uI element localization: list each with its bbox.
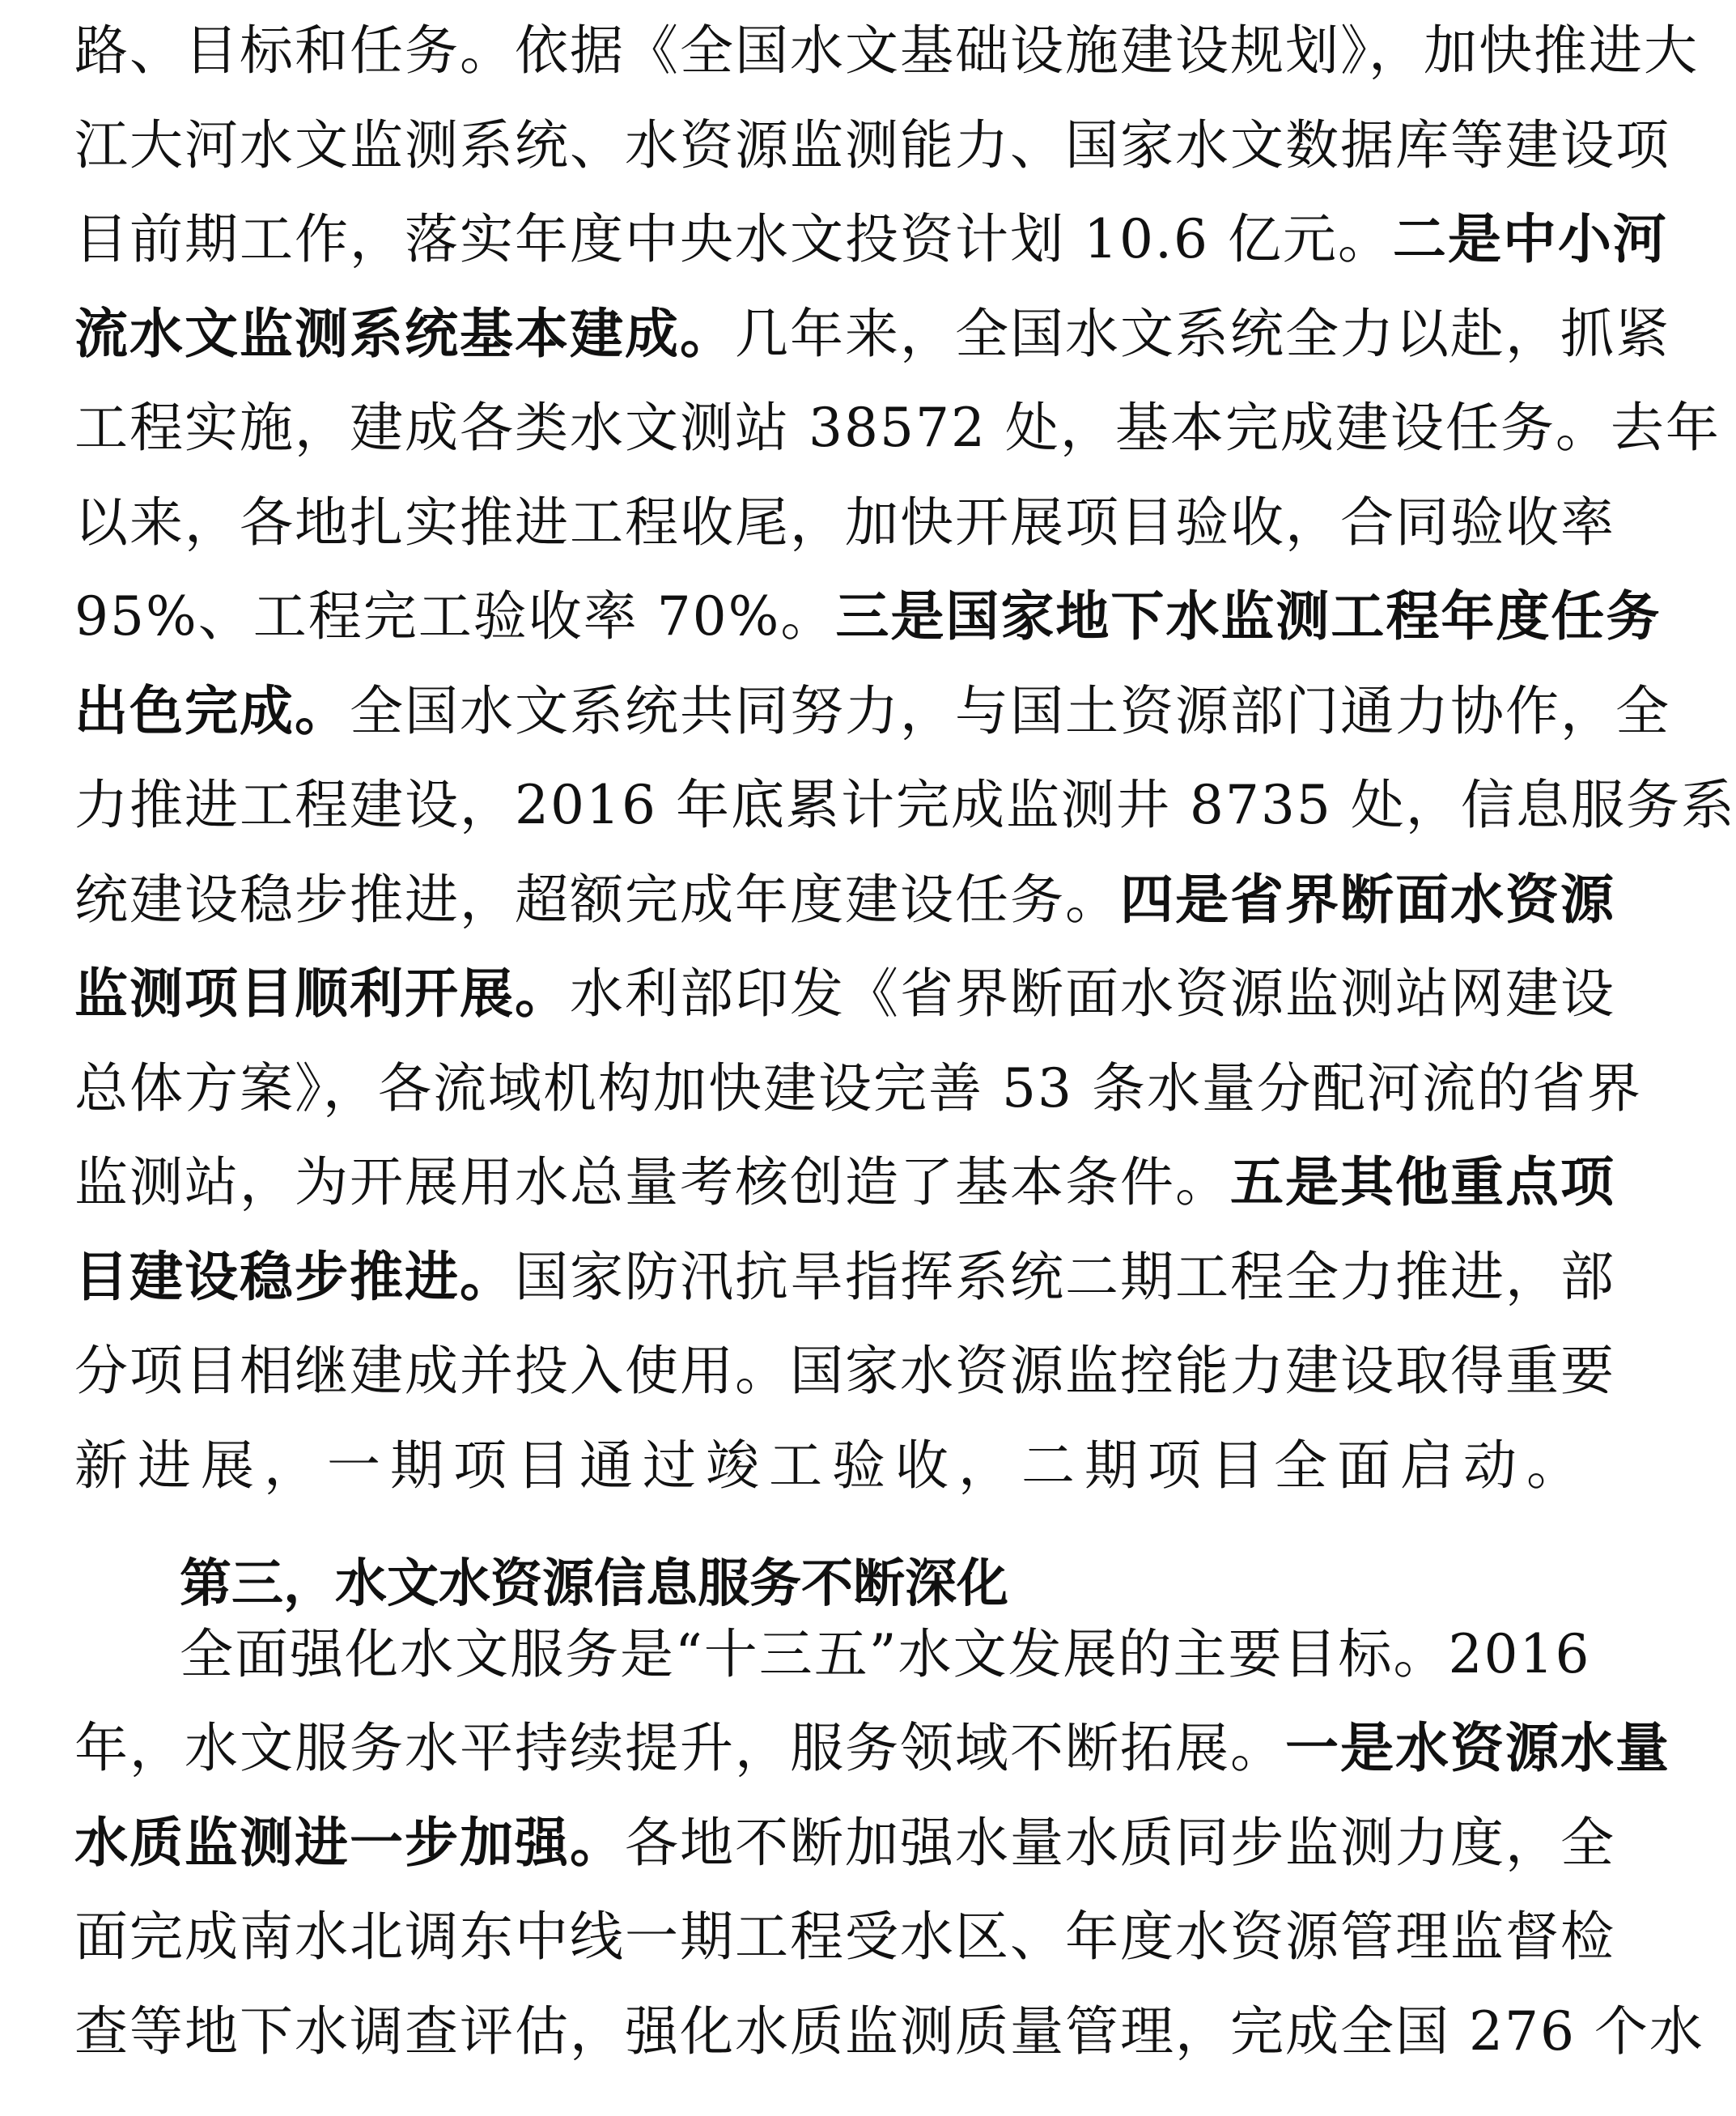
bold-text-run: 目建设稳步推进。 xyxy=(74,1245,515,1308)
text-run: 监测站，为开展用水总量考核创造了基本条件。 xyxy=(74,1151,1230,1213)
text-line xyxy=(74,392,1721,465)
text-line xyxy=(74,487,1615,559)
bold-text-run: 水质监测进一步加强。 xyxy=(74,1811,625,1874)
text-line xyxy=(74,958,1615,1030)
text-run: 统建设稳步推进，超额完成年度建设任务。 xyxy=(74,868,1120,931)
text-line xyxy=(74,1901,1615,1974)
bold-text-run: 五是其他重点项 xyxy=(1230,1151,1615,1213)
text-line xyxy=(74,1430,1590,1502)
bold-text-run: 出色完成。 xyxy=(74,679,350,742)
text-line xyxy=(74,675,1670,748)
text-line xyxy=(74,580,1662,653)
text-run: 年，水文服务水平持续提升，服务领域不断拓展。 xyxy=(74,1717,1285,1779)
text-run: 95%、工程完工验收率 70%。 xyxy=(74,585,836,648)
bold-text-run: 一是水资源水量 xyxy=(1285,1717,1670,1779)
bold-text-run: 二是中小河 xyxy=(1392,208,1668,270)
text-run: 查等地下水调查评估，强化水质监测质量管理，完成全国 276 个水 xyxy=(74,1999,1704,2063)
text-run: 几年来，全国水文系统全力以赴，抓紧 xyxy=(735,302,1670,365)
text-run: 总体方案》，各流域机构加快建设完善 53 条水量分配河流的省界 xyxy=(74,1056,1642,1120)
bold-text-run: 四是省界断面水资源 xyxy=(1120,868,1615,931)
text-line xyxy=(74,1712,1670,1785)
text-line xyxy=(74,1335,1615,1408)
text-line xyxy=(74,298,1670,371)
text-run: 工程实施，建成各类水文测站 38572 处，基本完成建设任务。去年 xyxy=(74,397,1721,459)
text-run: 国家防汛抗旱指挥系统二期工程全力推进，部 xyxy=(515,1245,1615,1308)
text-run: 以来，各地扎实推进工程收尾，加快开展项目验收，合同验收率 xyxy=(74,491,1615,554)
text-line xyxy=(74,769,1736,842)
bold-text-run: 流水文监测系统基本建成。 xyxy=(74,302,735,365)
text-run: 全国水文系统共同努力，与国土资源部门通力协作，全 xyxy=(350,679,1670,742)
text-run: 力推进工程建设，2016 年底累计完成监测井 8735 处，信息服务系 xyxy=(74,774,1736,836)
text-line xyxy=(74,1052,1642,1125)
text-run: 路、目标和任务。依据《全国水文基础设施建设规划》，加快推进大 xyxy=(74,19,1699,82)
bold-text-run: 监测项目顺利开展。 xyxy=(74,962,570,1025)
text-run: 全面强化水文服务是“十三五”水文发展的主要目标。2016 xyxy=(180,1622,1591,1685)
text-line xyxy=(74,203,1668,276)
text-run: 目前期工作，落实年度中央水文投资计划 10.6 亿元。 xyxy=(74,208,1393,270)
text-line xyxy=(180,1618,1591,1691)
text-line xyxy=(74,1146,1615,1219)
text-line xyxy=(74,1995,1704,2068)
text-run: 面完成南水北调东中线一期工程受水区、年度水资源管理监督检 xyxy=(74,1906,1615,1968)
section-heading: 第三，水文水资源信息服务不断深化 xyxy=(180,1554,1008,1614)
text-run: 新进展，一期项目通过竣工验收，二期项目全面启动。 xyxy=(74,1434,1590,1497)
text-run: 各地不断加强水量水质同步监测力度，全 xyxy=(625,1811,1615,1874)
bold-text-run: 三是国家地下水监测工程年度任务 xyxy=(835,585,1662,648)
text-line xyxy=(74,864,1615,937)
text-line xyxy=(74,15,1699,87)
text-run: 水利部印发《省界断面水资源监测站网建设 xyxy=(570,962,1615,1025)
text-run: 江大河水文监测系统、水资源监测能力、国家水文数据库等建设项 xyxy=(74,113,1670,176)
text-run: 分项目相继建成并投入使用。国家水资源监控能力建设取得重要 xyxy=(74,1340,1615,1402)
text-line xyxy=(74,1807,1615,1880)
text-line xyxy=(74,1241,1615,1314)
text-line xyxy=(74,109,1670,182)
